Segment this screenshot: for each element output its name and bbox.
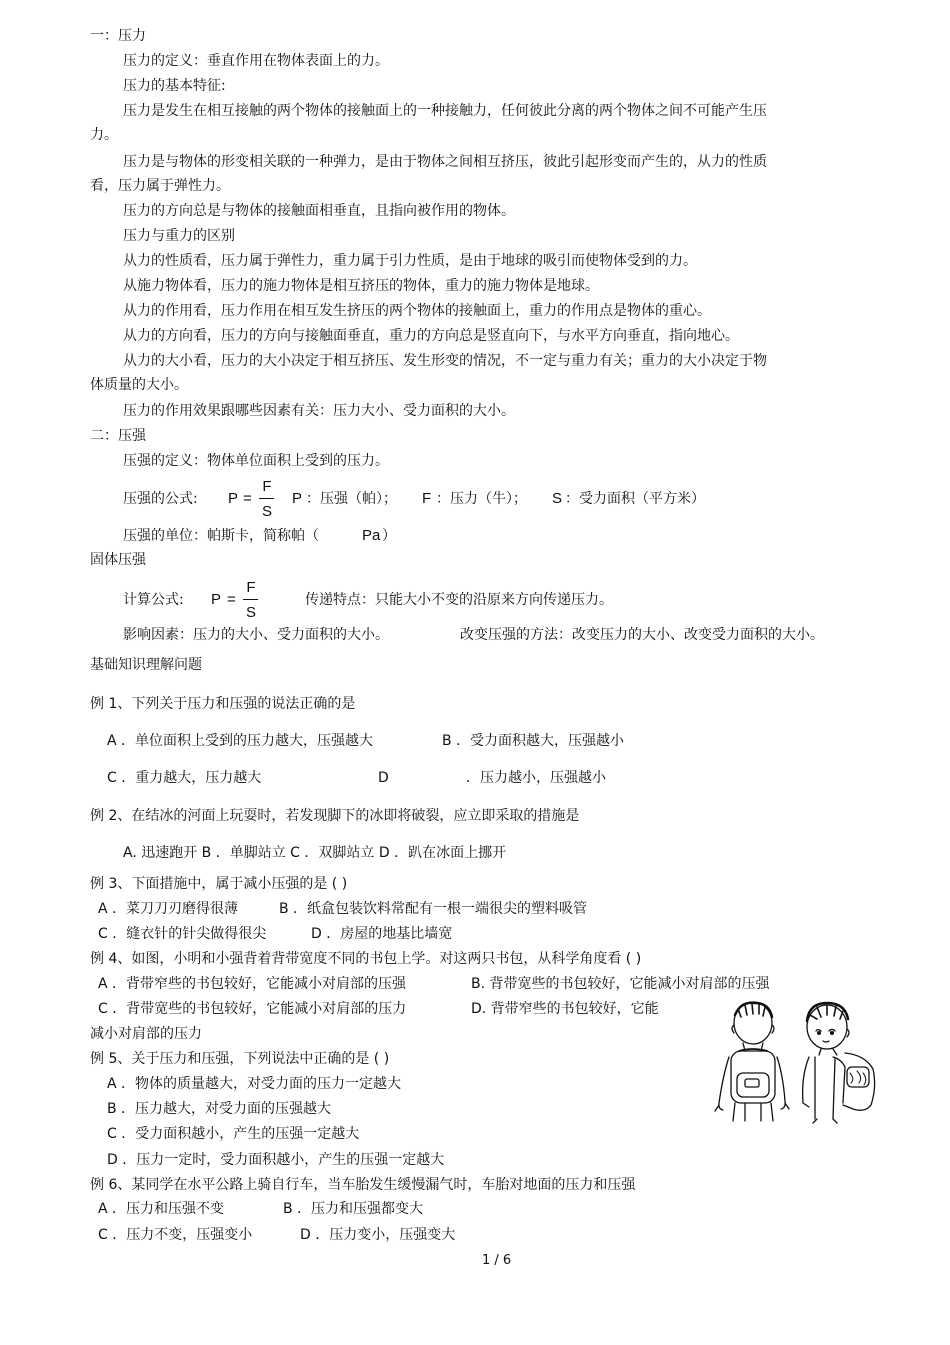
pressure-definition: 压力的定义：垂直作用在物体表面上的力。 — [123, 53, 389, 69]
section1-heading: 一：压力 — [90, 28, 146, 44]
q4-option-d-continued: 减小对肩部的压力 — [90, 1026, 202, 1042]
effect-factors: 压力的作用效果跟哪些因素有关：压力大小、受力面积的大小。 — [123, 403, 515, 419]
formula-equals: = — [243, 490, 252, 507]
fraction-bar — [259, 498, 274, 499]
legend-s-symbol: S — [552, 490, 563, 507]
q5-option-d: D ．压力一定时，受力面积越小，产生的压强一定越大 — [107, 1152, 445, 1168]
legend-f-symbol: F — [422, 490, 432, 507]
q2-options: A. 迅速跑开 B ．单脚站立 C ．双脚站立 D ．趴在冰面上挪开 — [123, 845, 507, 861]
legend-p-symbol: P — [292, 490, 303, 507]
section2-heading: 二：压强 — [90, 428, 146, 444]
boy-back-view — [715, 1002, 789, 1121]
q1-option-c: C ．重力越大，压力越大 — [107, 770, 262, 786]
feature-2-line2: 看，压力属于弹性力。 — [90, 178, 230, 194]
q6-option-b: B ．压力和压强都变大 — [283, 1201, 424, 1217]
calc-numerator: F — [246, 579, 256, 596]
change-methods: 改变压强的方法：改变压力的大小、改变受力面积的大小。 — [460, 627, 824, 643]
q6-option-a: A ．压力和压强不变 — [98, 1201, 225, 1217]
calc-p: P — [211, 591, 222, 608]
q3-option-a: A ．菜刀刀刃磨得很薄 — [98, 901, 239, 917]
q4-option-c: C ．背带宽些的书包较好，它能减小对肩部的压力 — [98, 1001, 407, 1017]
legend-f: ：压力（牛）； — [436, 491, 527, 507]
q3-option-c: C ．缝衣针的针尖做得很尖 — [98, 926, 267, 942]
q5-option-b: B ．压力越大，对受力面的压强越大 — [107, 1101, 332, 1117]
formula-denominator: S — [261, 503, 272, 520]
difference-1: 从力的性质看，压力属于弹性力，重力属于引力性质，是由于地球的吸引而使物体受到的力。 — [123, 253, 697, 269]
legend-s: ：受力面积（平方米） — [565, 491, 705, 507]
q4-option-a: A ．背带窄些的书包较好，它能减小对肩部的压强 — [98, 976, 407, 992]
q5-option-c: C ．受力面积越小，产生的压强一定越大 — [107, 1126, 360, 1142]
difference-title: 压力与重力的区别 — [123, 228, 235, 244]
feature-1-line1: 压力是发生在相互接触的两个物体的接触面上的一种接触力，任何彼此分离的两个物体之间不可能产生压 — [123, 103, 767, 119]
solid-pressure-title: 固体压强 — [90, 552, 146, 568]
q5-option-a: A ．物体的质量越大，对受力面的压力一定越大 — [107, 1076, 402, 1092]
calc-fraction-bar — [243, 599, 258, 600]
transfer-feature: 传递特点：只能大小不变的沿原来方向传递压力。 — [305, 592, 613, 608]
q4-stem: 例 4、如图，小明和小强背着背带宽度不同的书包上学。对这两只书包，从科学角度看 ( ) — [90, 951, 642, 967]
difference-5-line2: 体质量的大小。 — [90, 377, 188, 393]
q5-stem: 例 5、关于压力和压强，下列说法中正确的是 ( ) — [90, 1051, 390, 1067]
difference-4: 从力的方向看，压力的方向与接触面垂直，重力的方向总是竖直向下，与水平方向垂直，指向地心。 — [123, 328, 739, 344]
difference-5-line1: 从力的大小看，压力的大小决定于相互挤压、发生形变的情况，不一定与重力有关；重力的大小决定于物 — [123, 353, 767, 369]
basics-title: 基础知识理解问题 — [90, 657, 202, 673]
q2-stem: 例 2、在结冰的河面上玩耍时，若发现脚下的冰即将破裂，应立即采取的措施是 — [90, 808, 580, 824]
q4-option-b: B. 背带宽些的书包较好，它能减小对肩部的压强 — [471, 976, 770, 992]
q3-stem: 例 3、下面措施中，属于减小压强的是 ( ) — [90, 876, 348, 892]
q1-option-a: A ．单位面积上受到的压力越大，压强越大 — [107, 733, 374, 749]
q6-option-c: C ．压力不变，压强变小 — [98, 1227, 253, 1243]
q1-option-d: ．压力越小，压强越小 — [466, 770, 606, 786]
calc-label: 计算公式: — [123, 592, 184, 608]
formula-numerator: F — [262, 478, 272, 495]
feature-1-line2: 力。 — [90, 127, 118, 143]
q4-option-d: D. 背带窄些的书包较好，它能 — [471, 1001, 659, 1017]
formula-label: 压强的公式: — [123, 491, 198, 507]
formula-p: P — [228, 490, 239, 507]
feature-2-line1: 压力是与物体的形变相关联的一种弹力，是由于物体之间相互挤压，彼此引起形变而产生的，从力的性质 — [123, 154, 767, 170]
q3-option-b: B ．纸盒包装饮料常配有一根一端很尖的塑料吸管 — [279, 901, 588, 917]
calc-denominator: S — [245, 604, 256, 621]
page-number: 1 / 6 — [482, 1253, 512, 1268]
calc-equals: = — [227, 591, 236, 608]
q1-option-b: B ．受力面积越大，压强越小 — [442, 733, 625, 749]
feature-3: 压力的方向总是与物体的接触面相垂直，且指向被作用的物体。 — [123, 203, 515, 219]
unit-label: 压强的单位：帕斯卡，简称帕（ — [123, 528, 319, 544]
q6-stem: 例 6、某同学在水平公路上骑自行车，当车胎发生缓慢漏气时，车胎对地面的压力和压强 — [90, 1177, 636, 1193]
features-title: 压力的基本特征: — [123, 78, 226, 94]
q3-option-d: D ．房屋的地基比墙宽 — [311, 926, 453, 942]
pressure-stress-definition: 压强的定义：物体单位面积上受到的压力。 — [123, 453, 389, 469]
unit-close: ） — [382, 528, 396, 544]
unit-symbol: Pa — [362, 527, 381, 544]
q1-stem: 例 1、下列关于压力和压强的说法正确的是 — [90, 696, 356, 712]
difference-3: 从力的作用看，压力作用在相互发生挤压的两个物体的接触面上，重力的作用点是物体的重心。 — [123, 303, 711, 319]
influencing-factors: 影响因素：压力的大小、受力面积的大小。 — [123, 627, 389, 643]
two-boys-backpacks-illustration — [705, 995, 895, 1125]
difference-2: 从施力物体看，压力的施力物体是相互挤压的物体，重力的施力物体是地球。 — [123, 278, 599, 294]
q6-option-d: D ．压力变小，压强变大 — [300, 1227, 456, 1243]
q1-option-d-letter: D — [378, 770, 389, 786]
boy-side-view — [803, 1003, 875, 1123]
legend-p: ：压强（帕）； — [306, 491, 397, 507]
